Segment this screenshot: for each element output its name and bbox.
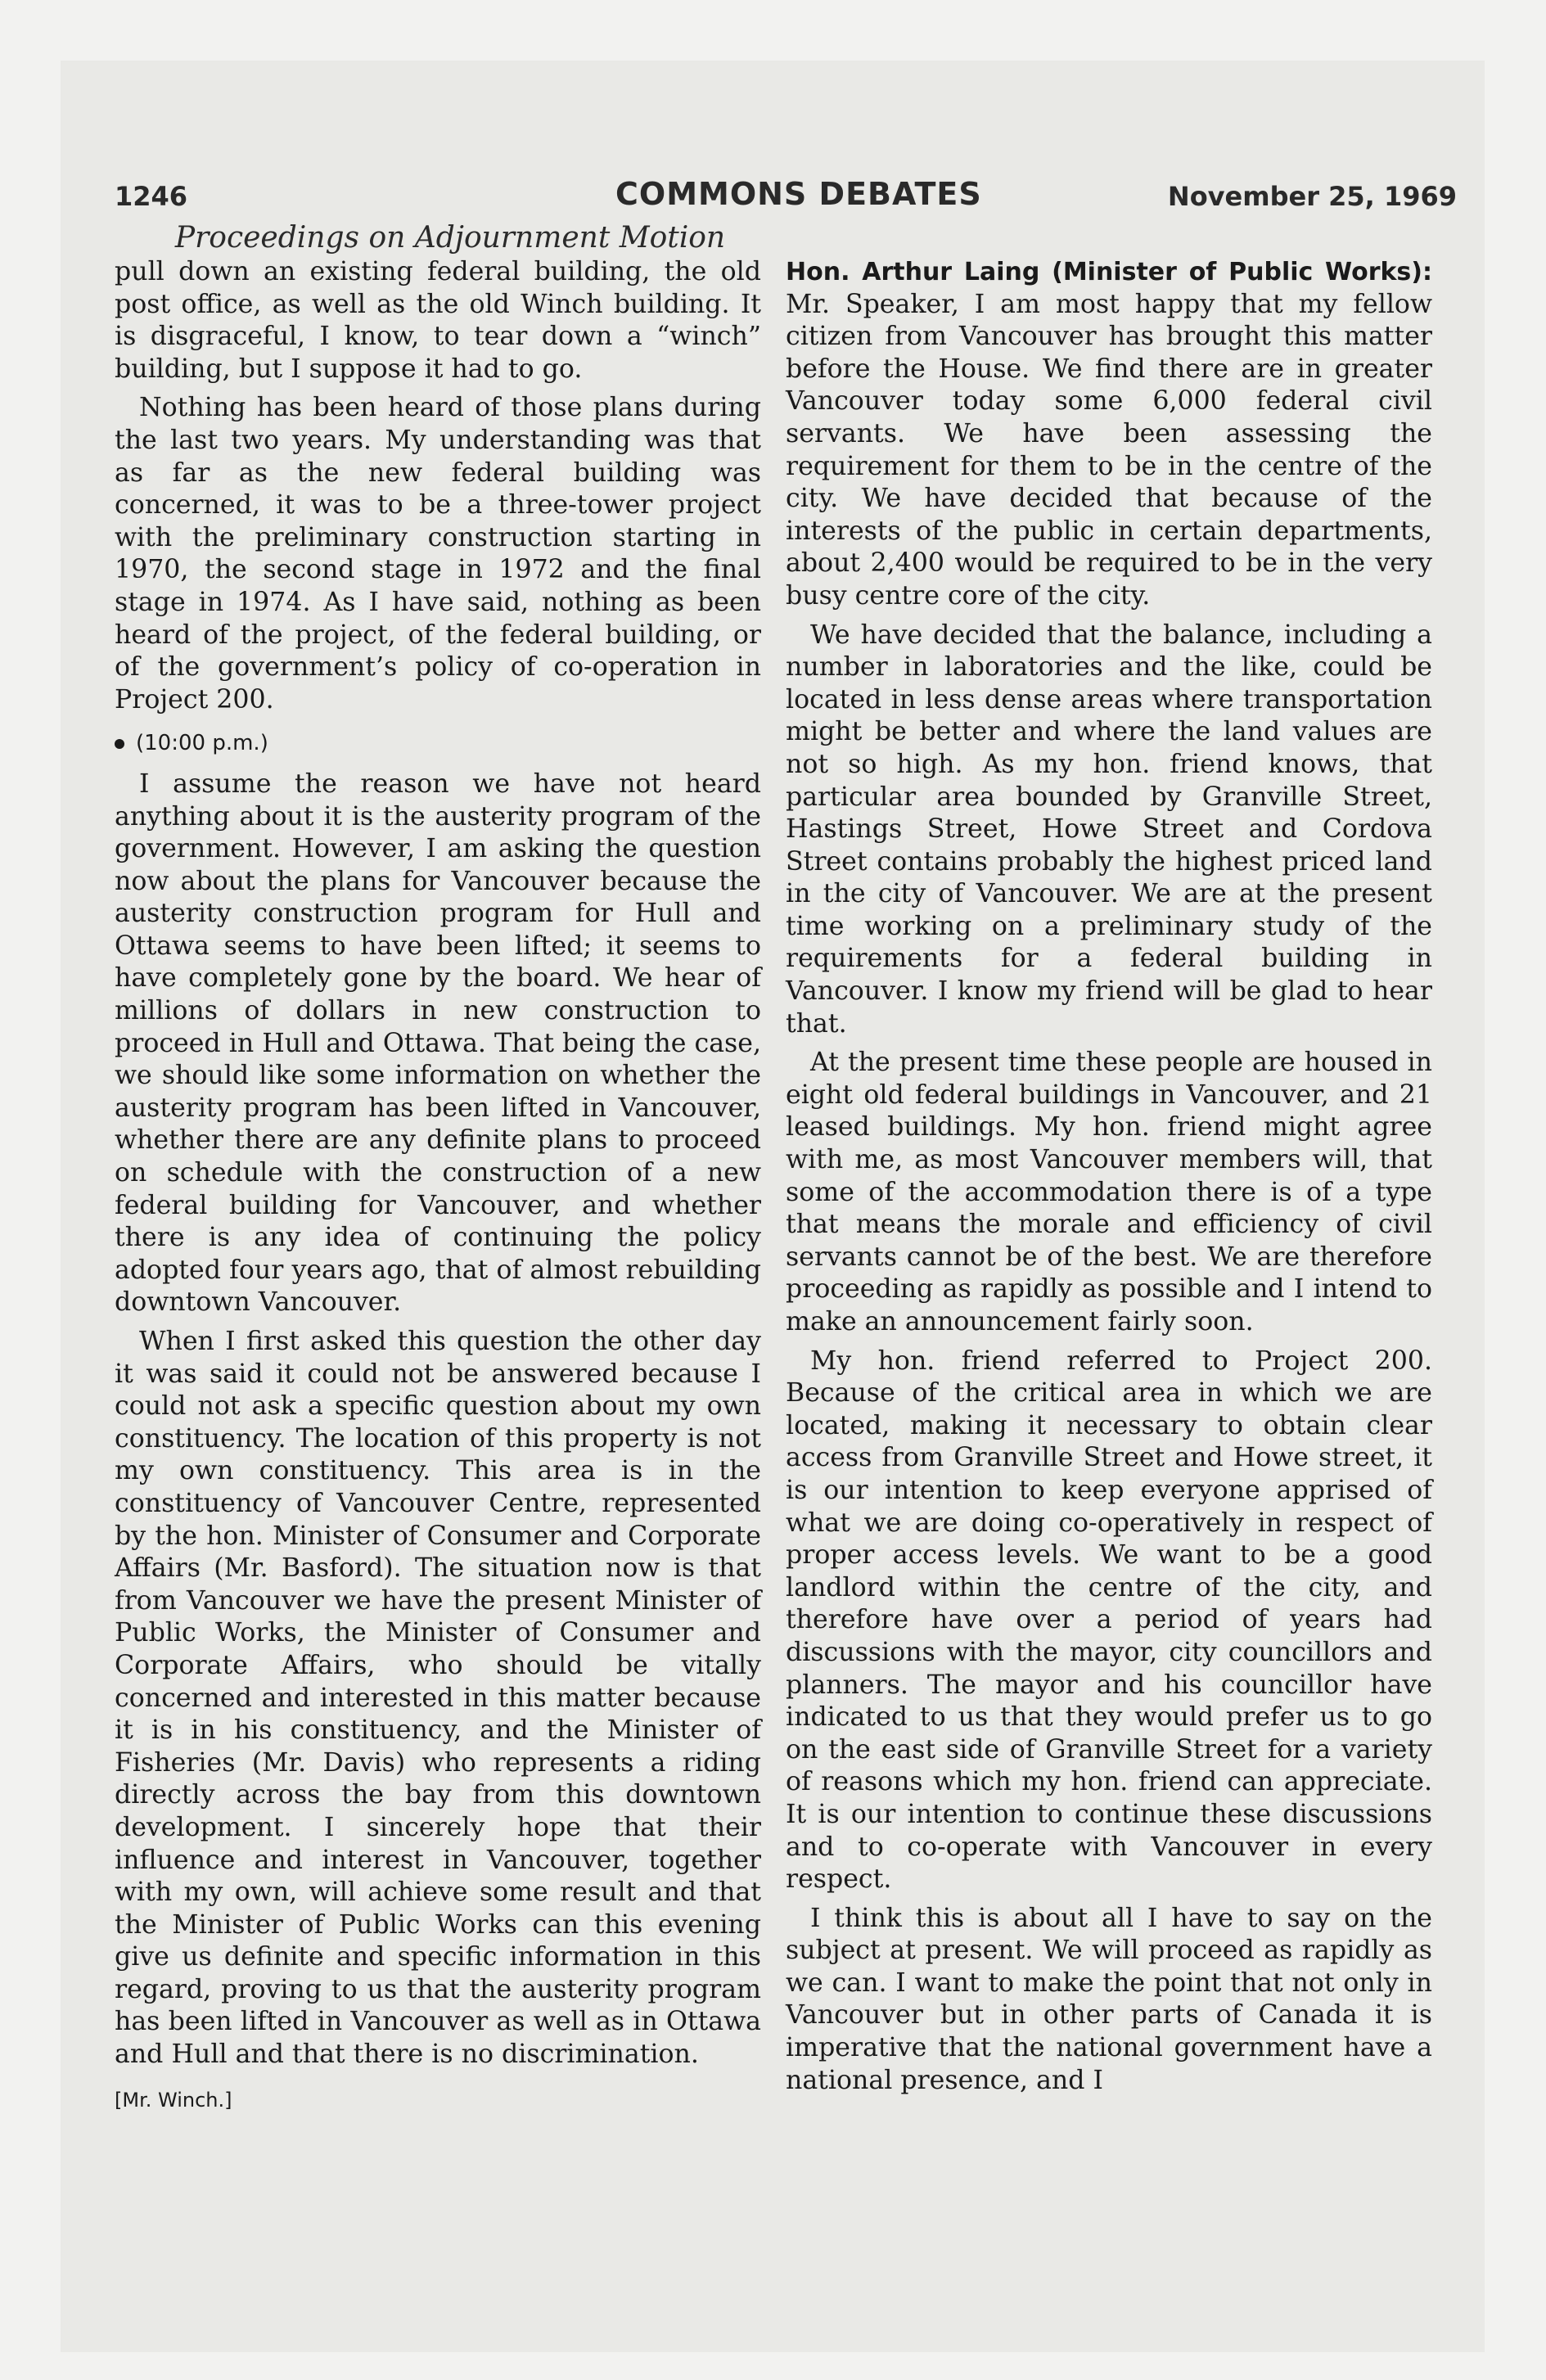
page-header [115,176,1457,225]
timestamp-text: (10:00 p.m.) [136,731,268,756]
paragraph: Nothing has been heard of those plans during the last two years. My understanding was that as far as the new federal building was concerned, it was to be a three-tower project with the preliminary construction starting in 1970, the second stage in 1972 and the final stage in 1974. As I have said, nothing as been heard of the project, of the federal building, or of the government’s policy of co-operation in Project 200. [115,393,761,714]
paragraph-text: Mr. Speaker, I am most happy that my fellow citizen from Vancouver has brought this matter before the House. We find there are in greater Vancouver today some 6,000 federal civil servants. We have been assessing the requirement for them to be in the centre of the city. We have decided that because of the interests of the public in certain departments, about 2,400 would be required to be in the very busy centre core of the city. [786,289,1432,611]
paragraph: My hon. friend referred to Project 200. Because of the critical area in which we are located, making it necessary to obtain clear access from Granville Street and Howe street, it is our intention to keep everyone apprised of what we are doing co-operatively in respect of proper access levels. We want to be a good landlord within the centre of the city, and therefore have over a period of years had discussions with the mayor, city councillors and planners. The mayor and his councillor have indicated to us that they would prefer us to go on the east side of Granville Street for a variety of reasons which my hon. friend can appreciate. It is our intention to continue these discussions and to co-operate with Vancouver in every respect. [786,1346,1432,1895]
speaker-name: Hon. Arthur Laing (Minister of Public Works): [786,258,1432,286]
section-subheading: Proceedings on Adjournment Motion [174,221,726,255]
right-column [786,256,1432,2103]
page-number: 1246 [115,181,188,212]
paragraph: pull down an existing federal building, the old post office, as well as the old Winch building. It is disgraceful, I know, to tear down a “winch” building, but I suppose it had to go. [115,257,761,384]
speaker-credit: [Mr. Winch.] [115,2088,232,2112]
paragraph: I assume the reason we have not heard anything about it is the austerity program of the government. However, I am asking the question now about the plans for Vancouver because the austerity construction program for Hull and Ottawa seems to have been lifted; it seems to have completely gone by the board. We hear of millions of dollars in new construction to proceed in Hull and Ottawa. That being the case, we should like some information on whether the austerity program has been lifted in Vancouver, whether there are any definite plans to proceed on schedule with the construction of a new federal building for Vancouver, and whether there is any idea of continuing the policy adopted four years ago, that of almost rebuilding downtown Vancouver. [115,769,761,1318]
speaker-paragraph [786,256,1432,613]
left-column [115,256,761,2116]
page-date: November 25, 1969 [1167,181,1457,212]
publication-title: COMMONS DEBATES [615,176,982,212]
paragraph: I think this is about all I have to say on the subject at present. We will proceed as rapidly as we can. I want to make the point that not only in Vancouver but in other parts of Canada it is imperative that the national government have a national presence, and I [786,1903,1432,2095]
paragraph: At the present time these people are housed in eight old federal buildings in Vancouver, and 21 leased buildings. My hon. friend might agree with me, as most Vancouver members will, that some of the accommodation there is of a type that means the morale and efficiency of civil servants cannot be of the best. We are therefore proceeding as rapidly as possible and I intend to make an announcement fairly soon. [786,1048,1432,1336]
paragraph: When I first asked this question the other day it was said it could not be answered because I could not ask a specific question about my own constituency. The location of this property is not my own constituency. This area is in the constituency of Vancouver Centre, represented by the hon. Minister of Consumer and Corporate Affairs (Mr. Basford). The situation now is that from Vancouver we have the present Minister of Public Works, the Minister of Consumer and Corporate Affairs, who should be vitally concerned and interested in this matter because it is in his constituency, and the Minister of Fisheries (Mr. Davis) who represents a riding directly across the bay from this downtown development. I sincerely hope that their influence and interest in Vancouver, together with my own, will achieve some result and that the Minister of Public Works can this evening give us definite and specific information in this regard, proving to us that the austerity program has been lifted in Vancouver as well as in Ottawa and Hull and that there is no discrimination. [115,1327,761,2070]
bullet-icon [115,739,124,749]
paragraph: We have decided that the balance, including a number in laboratories and the like, could be located in less dense areas where transportation might be better and where the land values are not so high. As my hon. friend knows, that particular area bounded by Granville Street, Hastings Street, Howe Street and Cordova Street contains probably the highest priced land in the city of Vancouver. We are at the present time working on a preliminary study of the requirements for a federal building in Vancouver. I know my friend will be glad to hear that. [786,620,1432,1039]
time-marker [115,728,761,760]
